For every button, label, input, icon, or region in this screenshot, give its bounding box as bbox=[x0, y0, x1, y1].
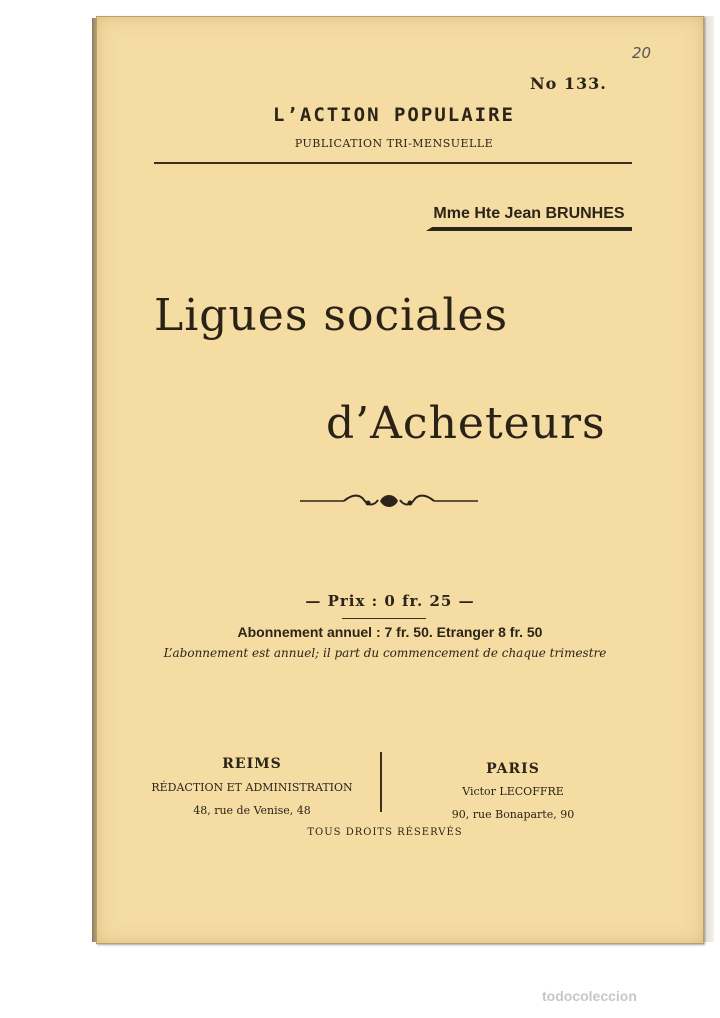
price: — Prix : 0 fr. 25 — bbox=[305, 592, 475, 610]
title-line-2: d’Acheteurs bbox=[326, 398, 606, 449]
column-divider bbox=[380, 752, 382, 812]
paris-line-2: 90, rue Bonaparte, 90 bbox=[451, 808, 575, 821]
pencil-note: 20 bbox=[632, 44, 652, 62]
subscription-note: L’abonnement est annuel; il part du commencement de chaque trimestre bbox=[163, 646, 607, 660]
issue-number: No 133. bbox=[530, 74, 607, 93]
rights-notice: TOUS DROITS RÉSERVÉS bbox=[307, 827, 463, 838]
publication-frequency: PUBLICATION TRI-MENSUELLE bbox=[294, 137, 494, 150]
paris-city: PARIS bbox=[486, 761, 540, 777]
title-line-1: Ligues sociales bbox=[154, 290, 509, 341]
author-underline bbox=[426, 227, 632, 231]
ornament-divider bbox=[300, 490, 478, 512]
subscription-info: Abonnement annuel : 7 fr. 50. Etranger 8 fr. 50 bbox=[237, 624, 543, 640]
paris-line-1: Victor LECOFFRE bbox=[462, 785, 564, 798]
journal-title: L’ACTION POPULAIRE bbox=[273, 104, 515, 126]
header-rule bbox=[154, 162, 632, 164]
reims-city: REIMS bbox=[222, 756, 282, 772]
reims-line-2: 48, rue de Venise, 48 bbox=[193, 804, 311, 817]
reims-line-1: RÉDACTION ET ADMINISTRATION bbox=[151, 781, 353, 794]
price-underline bbox=[342, 618, 426, 619]
watermark: todocoleccion bbox=[542, 988, 637, 1004]
author-name: Mme Hte Jean BRUNHES bbox=[433, 205, 625, 222]
